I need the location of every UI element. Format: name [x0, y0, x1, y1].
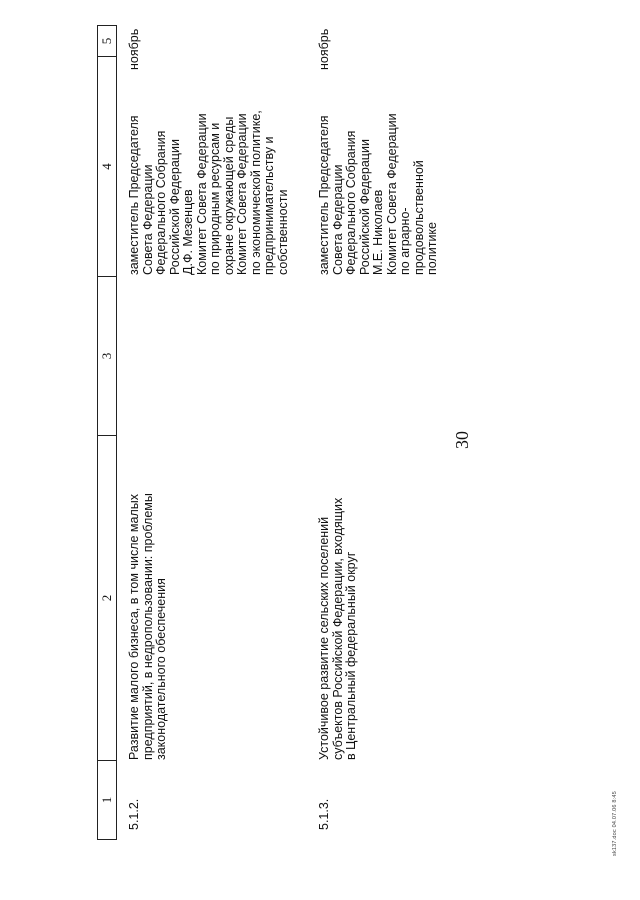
- row-name: Развитие малого бизнеса, в том числе малых предприятий, в недропользовании: проблемы законодательного обеспечения: [127, 493, 168, 760]
- header-col-5: 5: [99, 37, 114, 45]
- row-number: 5.1.2.: [127, 798, 141, 830]
- footer-code: sk137.doc 04.07.06 8:45: [612, 791, 618, 856]
- page-number: 30: [452, 431, 472, 449]
- header-col-3: 3: [98, 276, 116, 435]
- row-responsible: заместитель Председателя Совета Федерации Федерального Собрания Российской Федерации Д.Ф. Мезенцев Комитет Совета Федерации по природным ресурсам и охране окружающей среды Комитет Совета Федерации по экономической политике, предпринимательству и собственности: [127, 110, 290, 275]
- row-number: 5.1.3.: [317, 798, 331, 830]
- row-name: Устойчивое развитие сельских поселений субъектов Российской Федерации, входящих в Центральный федеральный округ: [317, 497, 358, 760]
- header-col-2: 2: [98, 435, 116, 760]
- row-date: ноябрь: [127, 28, 141, 70]
- row-responsible: заместитель Председателя Совета Федерации Федерального Собрания Российской Федерации М.Е. Николаев Комитет Совета Федерации по аграрно- продовольственной политике: [317, 113, 439, 275]
- header-col-4: 4: [98, 56, 116, 276]
- table-header: [97, 25, 117, 840]
- header-col-1: 1: [98, 760, 116, 839]
- row-date: ноябрь: [317, 28, 331, 70]
